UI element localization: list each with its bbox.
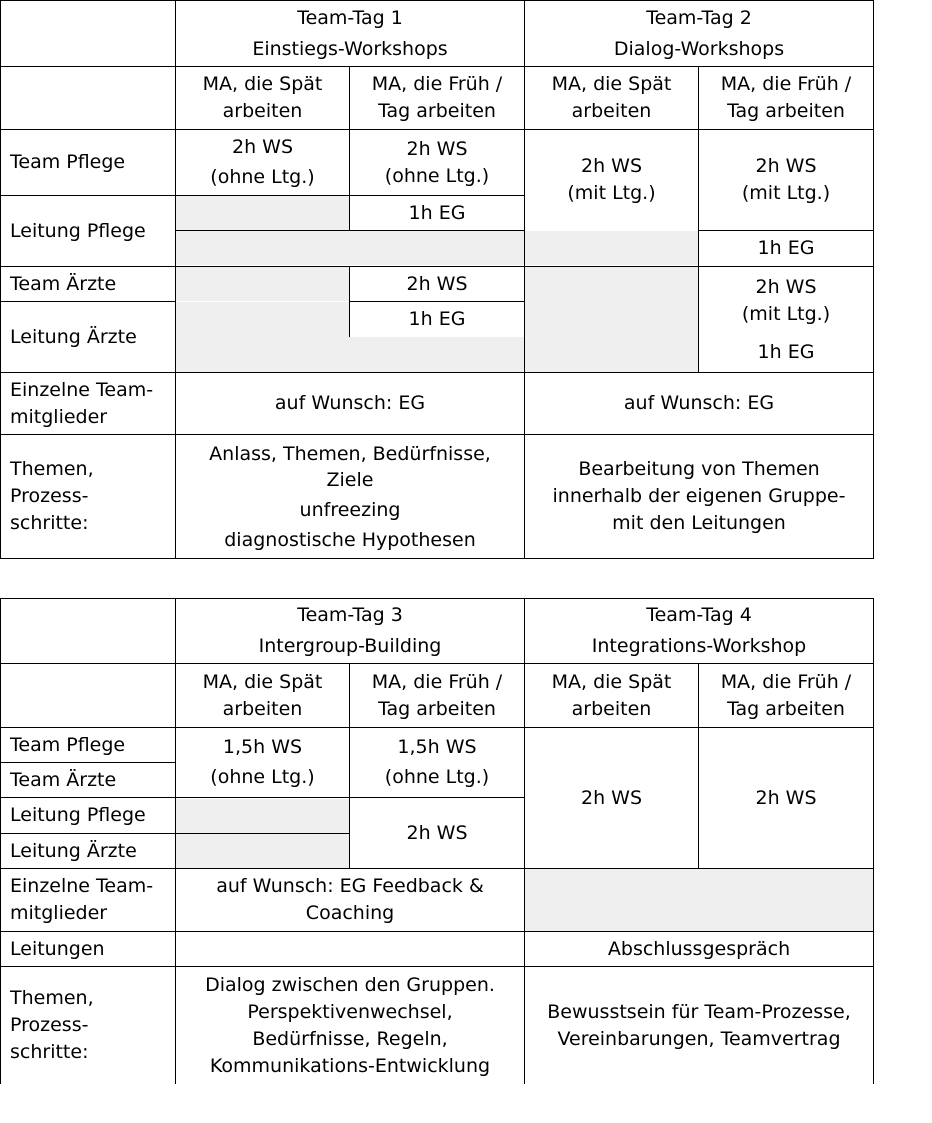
- cell-text: 2h WS: [231, 136, 294, 158]
- column-header-line: MA, die Früh /: [720, 670, 852, 693]
- cell-text: auf Wunsch: EG Feedback &: [216, 875, 484, 897]
- cell-text: Kommunikations-Entwicklung: [209, 1054, 491, 1077]
- cell-text: Bewusstsein für Team-Prozesse,: [547, 1000, 851, 1023]
- column-header-line: arbeiten: [222, 697, 303, 720]
- cell-tag1-themen: [176, 435, 524, 558]
- column-header-frueh: [699, 664, 873, 727]
- team-tag-3-subtitle: Intergroup-Building: [258, 635, 442, 657]
- cell-tag3-themen: [176, 967, 524, 1084]
- column-header-line: Tag arbeiten: [378, 697, 496, 720]
- cell-text: 2h WS: [755, 155, 817, 177]
- cell-tag2-themen: [525, 435, 873, 558]
- row-label-text: Prozess-: [10, 1014, 89, 1036]
- cell-text: 1,5h WS: [397, 736, 477, 758]
- column-header-spaet: [525, 664, 698, 727]
- cell-text: Coaching: [305, 902, 395, 924]
- cell-text: mit den Leitungen: [612, 512, 786, 534]
- cell-text: 1h EG: [408, 201, 466, 224]
- team-tag-1-subtitle: Einstiegs-Workshops: [252, 37, 448, 60]
- row-label-text: mitglieder: [10, 902, 108, 924]
- column-header-line: arbeiten: [222, 100, 303, 122]
- cell-text: Bearbeitung von Themen: [578, 458, 820, 480]
- cell-text: Vereinbarungen, Teamvertrag: [557, 1027, 841, 1050]
- empty-cell: [176, 302, 349, 372]
- row-label-leitung-aerzte: [0, 834, 175, 868]
- column-header-spaet: [176, 664, 349, 727]
- cell-tag2-frueh-team-pflege: [699, 130, 873, 230]
- column-header-frueh: [699, 67, 873, 129]
- cell-text: Abschlussgespräch: [607, 937, 791, 960]
- cell-tag2-frueh-leitung-pflege: [699, 231, 873, 266]
- cell-tag3-frueh-leitungen: [350, 798, 524, 868]
- cell-tag2-einzelne: [525, 373, 873, 434]
- cell-text: diagnostische Hypothesen: [224, 528, 476, 551]
- cell-tag2-frueh-aerzte: [699, 267, 873, 372]
- cell-text: innerhalb der eigenen Gruppe-: [552, 485, 846, 507]
- cell-text: 2h WS: [755, 786, 817, 809]
- cell-text: Anlass, Themen, Bedürfnisse,: [209, 442, 491, 465]
- row-label-text: Leitung Ärzte: [10, 839, 137, 862]
- team-tag-1-header: [176, 1, 524, 66]
- cell-tag1-frueh-team-aerzte: [350, 267, 524, 301]
- cell-tag4-spaet-all: [525, 728, 698, 868]
- cell-text: 2h WS: [406, 272, 468, 295]
- empty-cell: [176, 834, 349, 868]
- column-header-spaet: [525, 67, 698, 129]
- row-label-text: Einzelne Team-: [10, 378, 154, 401]
- team-tag-4-header: [525, 599, 873, 663]
- cell-tag4-leitungen: [525, 932, 873, 966]
- cell-tag3-spaet-teams: [176, 728, 349, 797]
- row-label-einzelne: [0, 373, 175, 434]
- row-label-text: Team Pflege: [10, 151, 126, 173]
- cell-text: Ziele: [326, 468, 374, 491]
- row-label-text: Themen,: [10, 458, 94, 480]
- row-label-text: Leitung Ärzte: [10, 325, 137, 348]
- cell-tag1-frueh-leitung-aerzte: [350, 302, 524, 337]
- cell-tag1-frueh-leitung-pflege: [350, 196, 524, 230]
- row-label-team-aerzte: [0, 267, 175, 301]
- column-header-line: MA, die Früh /: [371, 670, 503, 693]
- cell-text: (ohne Ltg.): [210, 766, 315, 788]
- team-tag-2-header: [525, 1, 873, 66]
- cell-tag2-spaet-team-pflege: [525, 130, 698, 230]
- row-label-text: Themen,: [10, 987, 94, 1009]
- team-tag-3-header: [176, 599, 524, 663]
- empty-cell: [176, 799, 349, 833]
- team-tag-2-title: Team-Tag 2: [646, 6, 752, 29]
- column-header-line: MA, die Spät: [202, 73, 323, 95]
- empty-cell: [525, 267, 698, 372]
- cell-text: 2h WS: [406, 137, 468, 160]
- empty-cell: [349, 337, 524, 372]
- cell-text: 2h WS: [580, 155, 643, 177]
- cell-tag1-einzelne: [176, 373, 524, 434]
- row-label-leitungen: [0, 932, 175, 966]
- row-label-text: Leitungen: [10, 937, 105, 960]
- row-label-text: Team Ärzte: [10, 272, 117, 295]
- cell-text: 2h WS: [580, 786, 643, 809]
- column-header-line: Tag arbeiten: [727, 697, 845, 720]
- cell-text: (ohne Ltg.): [384, 766, 490, 788]
- cell-text: (ohne Ltg.): [384, 164, 490, 187]
- row-label-themen: [0, 435, 175, 558]
- cell-text: (mit Ltg.): [567, 182, 656, 204]
- cell-tag3-einzelne: [176, 869, 524, 931]
- row-label-text: Team Ärzte: [10, 768, 117, 791]
- column-header-line: Tag arbeiten: [727, 100, 845, 122]
- column-header-frueh: [350, 664, 524, 727]
- row-label-text: Prozess-: [10, 485, 89, 507]
- cell-text: (mit Ltg.): [741, 302, 831, 325]
- column-header-line: MA, die Früh /: [371, 73, 503, 95]
- column-header-line: arbeiten: [571, 697, 652, 720]
- cell-text: auf Wunsch: EG: [623, 392, 775, 414]
- row-label-text: Leitung Pflege: [10, 219, 146, 242]
- row-label-leitung-aerzte: [0, 302, 175, 372]
- empty-cell: [525, 869, 873, 931]
- row-label-text: Einzelne Team-: [10, 875, 154, 897]
- empty-cell: [176, 267, 349, 301]
- row-label-text: mitglieder: [10, 405, 108, 428]
- cell-text: 1h EG: [757, 340, 815, 363]
- row-label-team-aerzte: [0, 763, 175, 797]
- cell-text: unfreezing: [299, 498, 401, 521]
- column-header-frueh: [350, 67, 524, 129]
- team-tag-2-subtitle: Dialog-Workshops: [613, 37, 785, 60]
- cell-tag4-themen: [525, 967, 873, 1084]
- team-tag-4-subtitle: Integrations-Workshop: [591, 635, 807, 657]
- row-label-team-pflege: [0, 130, 175, 195]
- cell-tag3-frueh-teams: [350, 728, 524, 797]
- cell-tag1-spaet-team-pflege: [176, 130, 349, 195]
- cell-text: Perspektivenwechsel,: [247, 1000, 453, 1023]
- row-label-text: schritte:: [10, 1041, 89, 1063]
- cell-text: (mit Ltg.): [741, 182, 831, 204]
- row-label-themen: [0, 967, 175, 1084]
- cell-text: 1h EG: [408, 308, 466, 330]
- cell-text: 1h EG: [757, 237, 815, 259]
- cell-text: (ohne Ltg.): [210, 166, 315, 188]
- column-header-line: arbeiten: [571, 100, 652, 122]
- team-tag-4-title: Team-Tag 4: [646, 604, 752, 626]
- column-header-spaet: [176, 67, 349, 129]
- cell-text: auf Wunsch: EG: [274, 392, 426, 414]
- column-header-line: Tag arbeiten: [378, 100, 496, 122]
- row-label-leitung-pflege: [0, 798, 175, 833]
- row-label-einzelne: [0, 869, 175, 931]
- row-label-team-pflege: [0, 728, 175, 762]
- empty-cell: [176, 231, 698, 265]
- cell-text: 2h WS: [755, 275, 817, 298]
- cell-text: Bedürfnisse, Regeln,: [252, 1027, 448, 1050]
- column-header-line: MA, die Spät: [551, 670, 672, 693]
- column-header-line: MA, die Spät: [551, 73, 672, 95]
- row-label-text: Leitung Pflege: [10, 804, 146, 826]
- row-label-text: Team Pflege: [10, 733, 126, 756]
- row-label-leitung-pflege: [0, 196, 175, 266]
- cell-tag1-frueh-team-pflege: [350, 130, 524, 195]
- column-header-line: MA, die Spät: [202, 670, 323, 693]
- column-header-line: MA, die Früh /: [720, 73, 852, 95]
- team-tag-3-title: Team-Tag 3: [297, 604, 403, 626]
- empty-cell: [176, 196, 349, 230]
- team-tag-1-title: Team-Tag 1: [297, 6, 403, 29]
- cell-text: Dialog zwischen den Gruppen.: [205, 973, 495, 996]
- cell-tag4-frueh-all: [699, 728, 873, 868]
- cell-text: 1,5h WS: [222, 736, 303, 758]
- row-label-text: schritte:: [10, 512, 89, 534]
- cell-text: 2h WS: [406, 821, 468, 844]
